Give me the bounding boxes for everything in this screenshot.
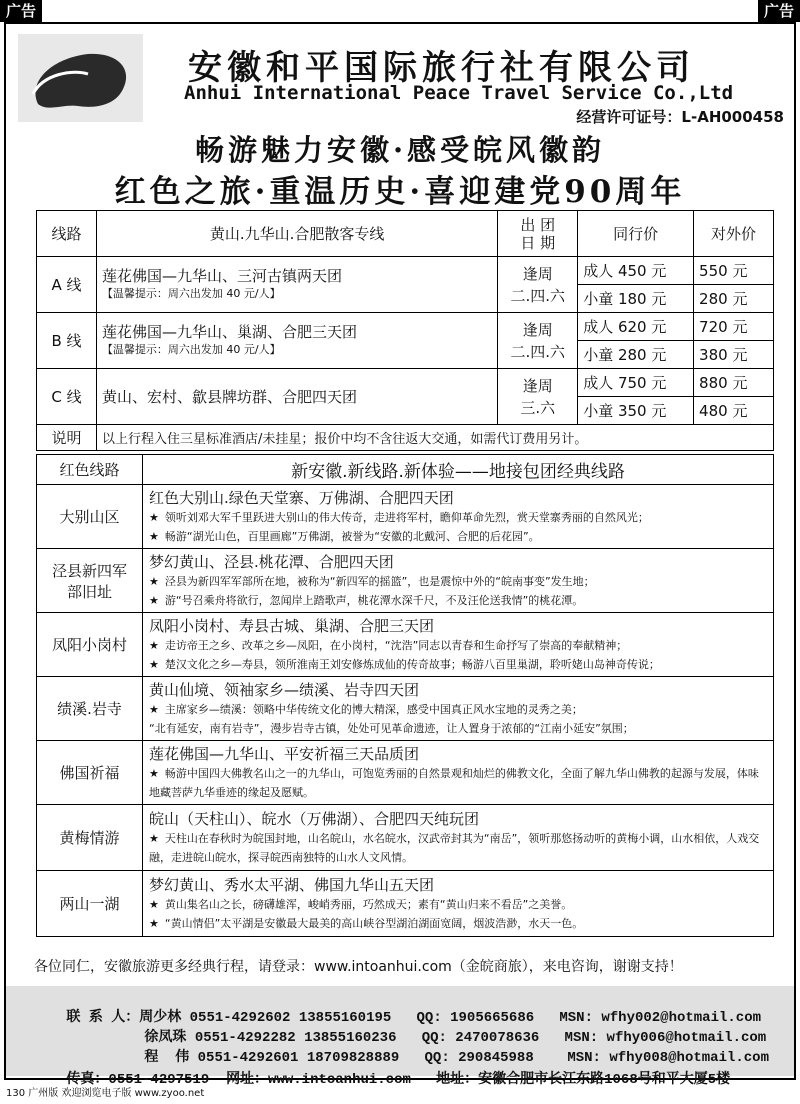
date-a: 逢周 二.四.六 xyxy=(498,257,578,313)
contact-row-1: 联 系 人：周少林 0551-4292602 13855160195 QQ: 1905665686 MSN: wfhy002@hotmail.com xyxy=(66,1010,761,1026)
date-c: 逢周 三.六 xyxy=(498,369,578,425)
date-b: 逢周 二.四.六 xyxy=(498,313,578,369)
line-c: C 线 xyxy=(37,369,97,425)
adult-price-a: 成人 450 元 xyxy=(578,257,694,285)
company-logo xyxy=(18,34,143,122)
adult-price-b: 成人 620 元 xyxy=(578,313,694,341)
adult-pub-c: 880 元 xyxy=(694,369,774,397)
col-date-header: 出 团 日 期 xyxy=(498,211,578,257)
route-detail-5: 莲花佛国—九华山、平安祈福三天品质团 ★ 畅游中国四大佛教名山之一的九华山，可饱览秀丽的自然景观和灿烂的佛教文化，全面了解九华山佛教的起源与发展，体味地藏菩萨九华垂迹的缘起及愿赋。 xyxy=(143,741,774,805)
route-detail-4: 黄山仙境、领袖家乡—绩溪、岩寺四天团 ★ 主席家乡—绩溪：领略中华传统文化的博大精深，感受中国真正风水宝地的灵秀之美； “北有延安，南有岩寺”，漫步岩寺古镇，处处可见革命遗迹，让人置身于浓郁的“江南小延安”氛围； xyxy=(143,677,774,741)
col-public-header: 对外价 xyxy=(694,211,774,257)
line-b: B 线 xyxy=(37,313,97,369)
col-route-header: 线路 xyxy=(37,211,97,257)
contact-row-3: 程 伟 0551-4292601 18709828889 QQ: 290845988 MSN: wfhy008@hotmail.com xyxy=(144,1050,769,1066)
red-route-table xyxy=(36,454,774,937)
ad-tag-left: 广告 xyxy=(0,0,42,22)
route-detail-2: 梦幻黄山、泾县.桃花潭、合肥四天团 ★ 泾县为新四军军部所在地，被称为“新四军的摇篮”，也是震惊中外的“皖南事变”发生地； ★ 游“号召乘舟将欲行，忽闻岸上踏歌声，桃花潭水深千尺，不及汪伦送我情”的桃花潭。 xyxy=(143,549,774,613)
route-name-1: 大别山区 xyxy=(37,485,143,549)
contact-row-2: 徐凤珠 0551-4292282 13855160236 QQ: 2470078636 MSN: wfhy006@hotmail.com xyxy=(144,1030,767,1046)
child-pub-c: 480 元 xyxy=(694,397,774,425)
route-name-4: 绩溪.岩寺 xyxy=(37,677,143,741)
route-detail-3: 凤阳小岗村、寿县古城、巢湖、合肥三天团 ★ 走访帝王之乡、改革之乡—凤阳，在小岗村，“沈浩”同志以青春和生命抒写了崇高的奉献精神； ★ 楚汉文化之乡—寿县，领所淮南王刘安修炼成仙的传奇故事；畅游八百里巢湖，聆听姥山岛神奇传说； xyxy=(143,613,774,677)
note-label: 说明 xyxy=(37,425,97,451)
route-name-2: 泾县新四军 部旧址 xyxy=(37,549,143,613)
company-cn-name: 安徽和平国际旅行社有限公司 xyxy=(188,48,695,88)
slogan-2: 红色之旅·重温历史·喜迎建党90周年 xyxy=(114,174,686,210)
license-number: 经营许可证号：L-AH000458 xyxy=(576,108,784,126)
route-name-6: 黄梅情游 xyxy=(37,805,143,871)
advert-frame xyxy=(4,22,796,1088)
line-a: A 线 xyxy=(37,257,97,313)
child-price-a: 小童 180 元 xyxy=(578,285,694,313)
red-route-header: 红色线路 xyxy=(37,455,143,485)
contact-block xyxy=(6,986,794,1088)
route-b: 莲花佛国—九华山、巢湖、合肥三天团 【温馨提示：周六出发加 40 元/人】 xyxy=(96,313,497,369)
route-detail-6: 皖山（天柱山）、皖水（万佛湖）、合肥四天纯玩团 ★ 天柱山在春秋时为皖国封地，山名皖山，水名皖水，汉武帝封其为“南岳”，领听那悠扬动听的黄梅小调，山水相依，人戏交融，走进皖山皖水，探寻皖西南独特的山水人文风情。 xyxy=(143,805,774,871)
col-trade-header: 同行价 xyxy=(578,211,694,257)
route-c: 黄山、宏村、歙县牌坊群、合肥四天团 xyxy=(96,369,497,425)
col-title-header: 黄山.九华山.合肥散客专线 xyxy=(96,211,497,257)
company-en-name: Anhui International Peace Travel Service Co.,Ltd xyxy=(184,82,734,104)
route-name-3: 凤阳小岗村 xyxy=(37,613,143,677)
child-price-c: 小童 350 元 xyxy=(578,397,694,425)
child-price-b: 小童 280 元 xyxy=(578,341,694,369)
adult-pub-b: 720 元 xyxy=(694,313,774,341)
slogan-1: 畅游魅力安徽·感受皖风徽韵 xyxy=(194,133,606,167)
child-pub-b: 380 元 xyxy=(694,341,774,369)
route-name-7: 两山一湖 xyxy=(37,871,143,937)
note-text: 以上行程入住三星标准酒店/未挂星；报价中均不含往返大交通，如需代订费用另计。 xyxy=(96,425,773,451)
page-footer: 130 广州版 欢迎浏览电子版 www.zyoo.net xyxy=(6,1088,205,1099)
ad-tag-right: 广告 xyxy=(758,0,800,22)
red-route-title: 新安徽.新线路.新体验——地接包团经典线路 xyxy=(143,455,774,485)
child-pub-a: 280 元 xyxy=(694,285,774,313)
header xyxy=(12,30,788,130)
route-a: 莲花佛国—九华山、三河古镇两天团 【温馨提示：周六出发加 40 元/人】 xyxy=(96,257,497,313)
route-detail-1: 红色大别山.绿色天堂寨、万佛湖、合肥四天团 ★ 领听刘邓大军千里跃进大别山的伟大传奇，走进将军村，瞻仰革命先烈，赏天堂寨秀丽的自然风光； ★ 畅游“湖光山色，百里画廊”万佛湖，被誉为“安徽的北戴河、合肥的后花园”。 xyxy=(143,485,774,549)
price-table xyxy=(36,210,774,451)
contact-row-4: 传真：0551-4297519 网址：www.intoanhui.com 地址：安徽合肥市长江东路1068号和平大厦5楼 xyxy=(66,1072,731,1088)
footer-note: 各位同仁，安徽旅游更多经典行程，请登录：www.intoanhui.com（金皖商旅），来电咨询，谢谢支持！ xyxy=(34,959,683,975)
route-name-5: 佛国祈福 xyxy=(37,741,143,805)
route-detail-7: 梦幻黄山、秀水太平湖、佛国九华山五天团 ★ 黄山集名山之长，磅礴雄浑，峻峭秀丽，巧然成天；素有“黄山归来不看岳”之美誉。 ★ “黄山情侣”太平湖是安徽最大最美的高山峡谷型湖泊湖面宽阔，烟波浩渺，水天一色。 xyxy=(143,871,774,937)
adult-pub-a: 550 元 xyxy=(694,257,774,285)
adult-price-c: 成人 750 元 xyxy=(578,369,694,397)
